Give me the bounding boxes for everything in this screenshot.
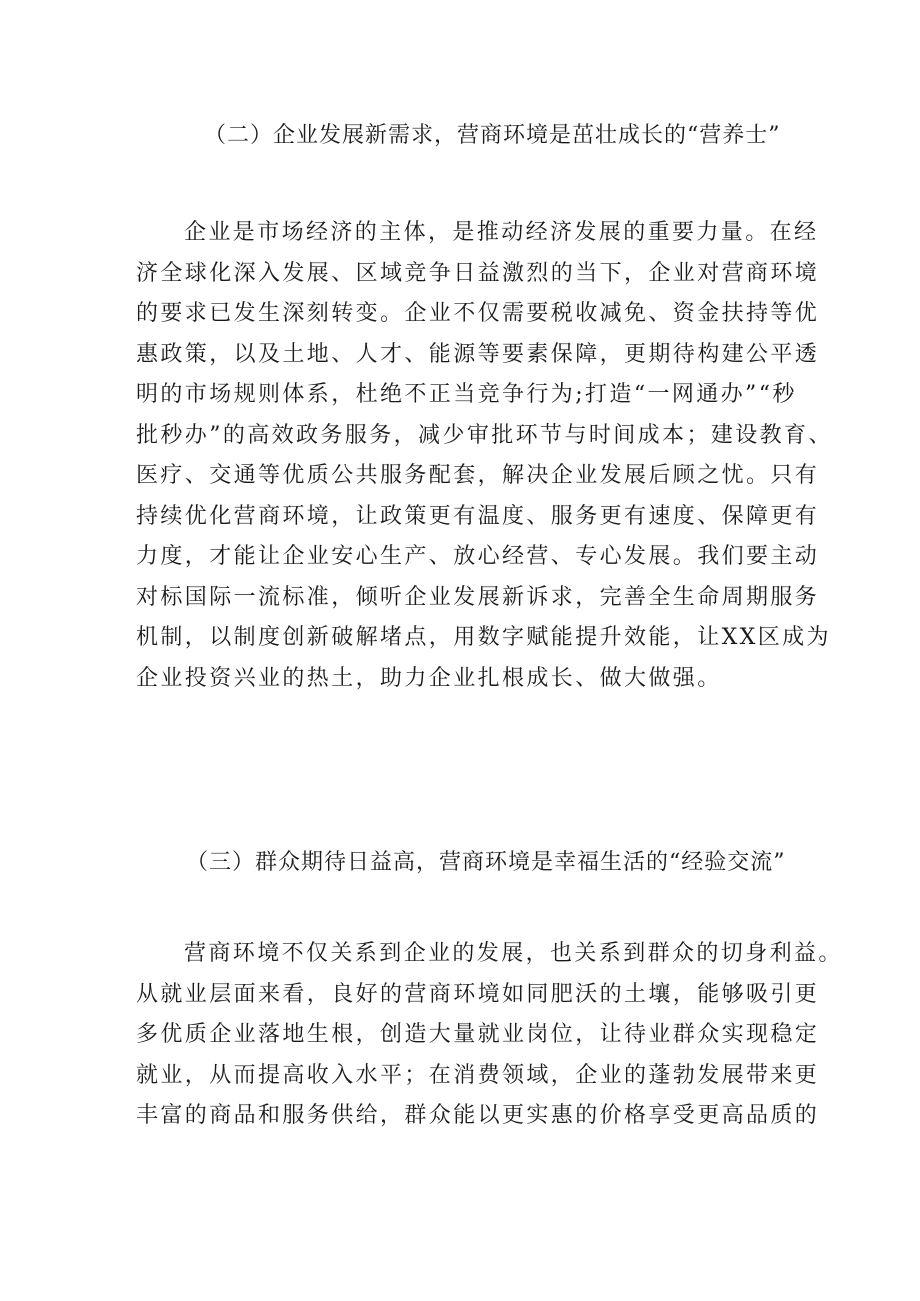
section-3-paragraph (136, 934, 843, 1137)
section-2-paragraph (136, 213, 836, 699)
paragraph-line: 力度，才能让企业安心生产、放心经营、专心发展。我们要主动 (136, 544, 820, 569)
section-3-heading-text: （三）群众期待日益高，营商环境是幸福生活的“经验交流” (186, 850, 786, 875)
paragraph-line: 营商环境不仅关系到企业的发展，也关系到群众的切身利益。 (184, 941, 843, 966)
paragraph-line: 就业，从而提高收入水平；在消费领域，企业的蓬勃发展带来更 (136, 1062, 820, 1088)
paragraph-line: 多优质企业落地生根，创造大量就业岗位，让待业群众实现稳定 (136, 1022, 820, 1047)
paragraph-line: 企业投资兴业的热土，助力企业扎根成长、做大做强。 (136, 665, 722, 691)
paragraph-line: 机制，以制度创新破解堵点，用数字赋能提升效能，让XX区成为 (136, 625, 831, 650)
section-3-heading (0, 845, 920, 876)
paragraph-line: 医疗、交通等优质公共服务配套，解决企业发展后顾之忧。只有 (136, 463, 820, 488)
paragraph-line: 从就业层面来看，良好的营商环境如同肥沃的土壤，能够吸引更 (136, 981, 820, 1007)
paragraph-line: 惠政策，以及土地、人才、能源等要素保障，更期待构建公平透 (136, 341, 820, 367)
paragraph-line: 批秒办”的高效政务服务，减少审批环节与时间成本；建设教育、 (136, 422, 833, 448)
paragraph-line: 企业是市场经济的主体，是推动经济发展的重要力量。在经 (184, 220, 819, 245)
section-2-heading-text: （二）企业发展新需求，营商环境是茁壮成长的“营养士” (204, 123, 781, 148)
paragraph-line: 持续优化营商环境，让政策更有温度、服务更有速度、保障更有 (136, 503, 820, 529)
paragraph-line: 的要求已发生深刻转变。企业不仅需要税收减免、资金扶持等优 (136, 301, 820, 326)
paragraph-line: 明的市场规则体系，杜绝不正当竞争行为;打造“一网通办”“秒 (136, 382, 797, 407)
paragraph-line: 丰富的商品和服务供给，群众能以更实惠的价格享受更高品质的 (136, 1103, 820, 1128)
paragraph-line: 济全球化深入发展、区域竞争日益激烈的当下，企业对营商环境 (136, 260, 820, 286)
paragraph-line: 对标国际一流标准，倾听企业发展新诉求，完善全生命周期服务 (136, 584, 820, 610)
section-2-heading (0, 118, 920, 149)
